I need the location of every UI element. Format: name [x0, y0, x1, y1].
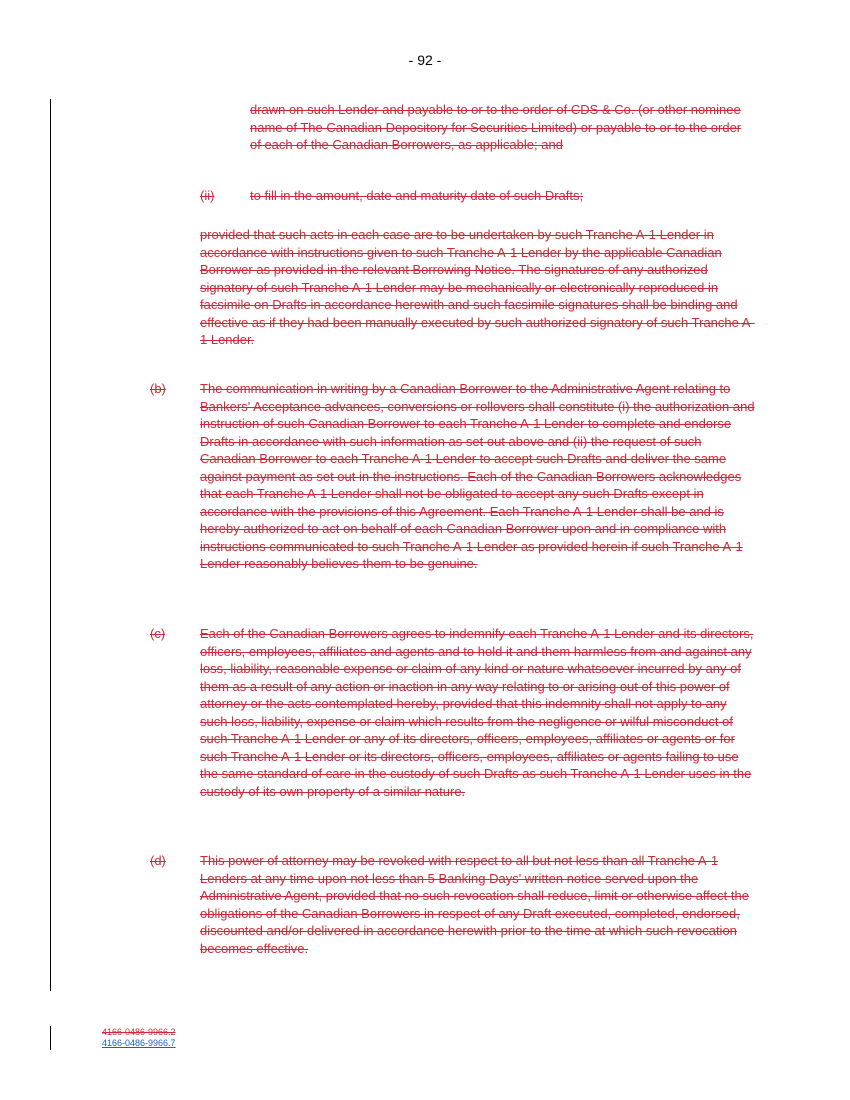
deleted-text: Each of the Canadian Borrowers agrees to indemnify each Tranche A-1 Lender and its directors, officers, employees, affiliates and agents and to hold it and them harmless from and against any loss, liability, reasonable expense or claim of any kind or nature whatsoever incurred by any of them as a result of any action or inaction in any way relating to or arising out of this power of attorney or the acts contemplated hereby, provided that this indemnity shall not apply to any such loss, liability, expense or claim which results from the negligence or wilful misconduct of such Tranche A-1 Lender or any of its directors, officers, employees, affiliates or agents or for such Tranche A-1 Lender or its directors, officers, employees, affiliates or agents failing to use the same standard of care in the custody of such Drafts as such Tranche A-1 Lender uses in the custody of its own property of a similar nature. — [200, 626, 754, 799]
paragraph-c-label — [150, 625, 165, 643]
deleted-label: (b) — [150, 381, 166, 396]
deleted-text: This power of attorney may be revoked with respect to all but not less than all Tranche A-1 Lenders at any time upon not less than 5 Banking Days' written notice served upon the Administrative Agent, provided that no such revocation shall reduce, limit or otherwise affect the obligations of the Canadian Borrowers in respect of any Draft executed, completed, endorsed, discounted and/or delivered in accordance herewith prior to the time at which such revocation becomes effective. — [200, 853, 749, 956]
document-id-block — [102, 1027, 176, 1049]
deleted-text: provided that such acts in each case are to be undertaken by such Tranche A-1 Lender in accordance with instructions given to such Tranche A-1 Lender by the applicable Canadian Borrower as provided in the relevant Borrowing Notice. The signatures of any authorized signatory of such Tranche A-1 Lender may be mechanically or electronically reproduced in facsimile on Drafts in accordance herewith and such facsimile signatures shall be binding and effective as if they had been manually executed by such authorized signatory of such Tranche A-1 Lender. — [200, 227, 755, 347]
deleted-label: (c) — [150, 626, 166, 641]
paragraph-d-label — [150, 852, 166, 870]
proviso-paragraph — [200, 226, 755, 349]
deleted-text: The communication in writing by a Canadian Borrower to the Administrative Agent relating to Bankers' Acceptance advances, conversions or rollovers shall constitute (i) the authorization and instruction of such Canadian Borrower to each Tranche A-1 Lender to complete and endorse Drafts in accordance with such information as set out above and (ii) the request of such Canadian Borrower to each Tranche A-1 Lender to accept such Drafts and deliver the same against payment as set out in the instructions. Each of the Canadian Borrowers acknowledges that each Tranche A-1 Lender shall not be obligated to accept any such Drafts except in accordance with the provisions of this Agreement. Each Tranche A-1 Lender shall be and is hereby authorized to act on behalf of each Canadian Borrower upon and in compliance with instructions communicated to such Tranche A-1 Lender as provided herein if such Tranche A-1 Lender reasonably believes them to be genuine. — [200, 381, 755, 571]
paragraph-d-text — [200, 852, 755, 957]
sub-item-text — [250, 187, 750, 205]
deleted-document-id: 4166-0486-9966.2 — [102, 1027, 176, 1037]
inserted-document-id: 4166-0486-9966.7 — [102, 1038, 176, 1048]
paragraph-b-label — [150, 380, 166, 398]
sub-item-label — [200, 187, 214, 205]
deleted-text: drawn on such Lender and payable to or to the order of CDS & Co. (or other nominee name of The Canadian Depository for Securities Limited) or payable to or to the order of each of the Canadian Borrowers, as applicable; and — [250, 102, 742, 152]
deleted-text: to fill in the amount, date and maturity date of such Drafts; — [250, 188, 584, 203]
deleted-label: (ii) — [200, 188, 215, 203]
change-bar — [50, 99, 51, 991]
page-number: - 92 - — [408, 52, 442, 68]
deleted-label: (d) — [150, 853, 166, 868]
continuation-paragraph — [250, 101, 750, 154]
paragraph-c-text — [200, 625, 755, 800]
paragraph-b-text — [200, 380, 755, 573]
footer-change-bar — [50, 1026, 51, 1050]
